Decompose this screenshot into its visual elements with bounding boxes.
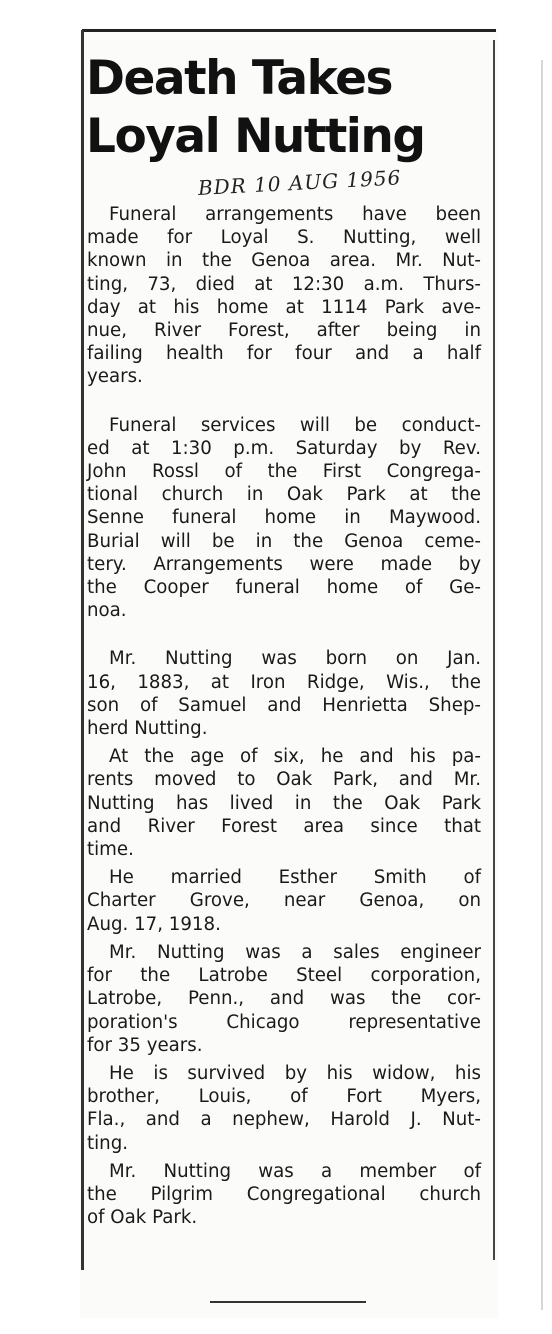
text-line: Fla., and a nephew, Harold J. Nut-: [87, 1109, 481, 1131]
text-line: tery. Arrangements were made by: [87, 553, 481, 575]
text-line: son of Samuel and Henrietta Shep-: [87, 694, 481, 716]
text-line: He is survived by his widow, his: [109, 1062, 481, 1084]
text-line: the Pilgrim Congregational church: [87, 1183, 481, 1205]
clipping-left-border: [81, 30, 84, 1270]
paragraph-funeral-arrangements: [87, 203, 481, 389]
scan-edge-mark: [541, 60, 543, 1310]
text-line: known in the Genoa area. Mr. Nut-: [87, 250, 481, 272]
text-line: Senne funeral home in Maywood.: [87, 507, 481, 529]
text-line: He married Esther Smith of: [109, 867, 481, 889]
headline: [86, 50, 490, 166]
text-line: rents moved to Oak Park, and Mr.: [87, 769, 481, 791]
paragraph-survivors: [87, 1062, 481, 1155]
text-line: Aug. 17, 1918.: [87, 913, 221, 935]
text-line: John Rossl of the First Congrega-: [87, 461, 481, 483]
text-line: for the Latrobe Steel corporation,: [87, 965, 481, 987]
text-line: Funeral services will be conduct-: [109, 414, 481, 436]
paragraph-marriage: [87, 866, 481, 936]
text-line: failing health for four and a half: [87, 343, 481, 365]
text-line: made for Loyal S. Nutting, well: [87, 227, 481, 249]
text-line: Funeral arrangements have been: [109, 204, 481, 225]
text-line: Mr. Nutting was a sales engineer: [109, 941, 481, 963]
text-line: 16, 1883, at Iron Ridge, Wis., the: [87, 671, 481, 693]
text-line: of Oak Park.: [87, 1207, 198, 1229]
text-line: Burial will be in the Genoa ceme-: [87, 530, 481, 552]
text-line: Nutting has lived in the Oak Park: [87, 792, 481, 814]
text-line: noa.: [87, 600, 127, 622]
text-line: day at his home at 1114 Park ave-: [87, 296, 481, 318]
paragraph-birth: [87, 647, 481, 740]
text-line: for 35 years.: [87, 1034, 203, 1056]
text-line: Mr. Nutting was born on Jan.: [109, 648, 481, 670]
text-line: ting.: [87, 1132, 129, 1154]
text-line: At the age of six, he and his pa-: [109, 746, 481, 768]
text-line: time.: [87, 839, 134, 861]
text-line: the Cooper funeral home of Ge-: [87, 577, 481, 599]
paragraph-career: [87, 941, 481, 1057]
text-line: and River Forest area since that: [87, 815, 481, 837]
text-line: ting, 73, died at 12:30 a.m. Thurs-: [87, 273, 481, 295]
text-line: Charter Grove, near Genoa, on: [87, 890, 481, 912]
paragraph-funeral-services: [87, 414, 481, 623]
text-line: brother, Louis, of Fort Myers,: [87, 1086, 481, 1108]
text-line: poration's Chicago representative: [87, 1011, 481, 1033]
paragraph-church: [87, 1160, 481, 1230]
text-line: years.: [87, 366, 143, 388]
text-line: tional church in Oak Park at the: [87, 484, 481, 506]
end-rule: [210, 1301, 366, 1303]
headline-line-2: Loyal Nutting: [86, 109, 425, 164]
text-line: ed at 1:30 p.m. Saturday by Rev.: [87, 437, 481, 459]
headline-line-1: Death Takes: [86, 51, 392, 106]
text-line: herd Nutting.: [87, 718, 208, 740]
handwritten-date-note: BDR 10 AUG 1956: [197, 165, 402, 200]
text-line: nue, River Forest, after being in: [87, 320, 481, 342]
text-line: Mr. Nutting was a member of: [109, 1160, 481, 1182]
article-body: [87, 203, 481, 1229]
text-line: Latrobe, Penn., and was the cor-: [87, 988, 481, 1010]
clipping-top-border: [82, 29, 496, 32]
clipping-right-border: [493, 40, 495, 1260]
paragraph-oak-park: [87, 745, 481, 861]
